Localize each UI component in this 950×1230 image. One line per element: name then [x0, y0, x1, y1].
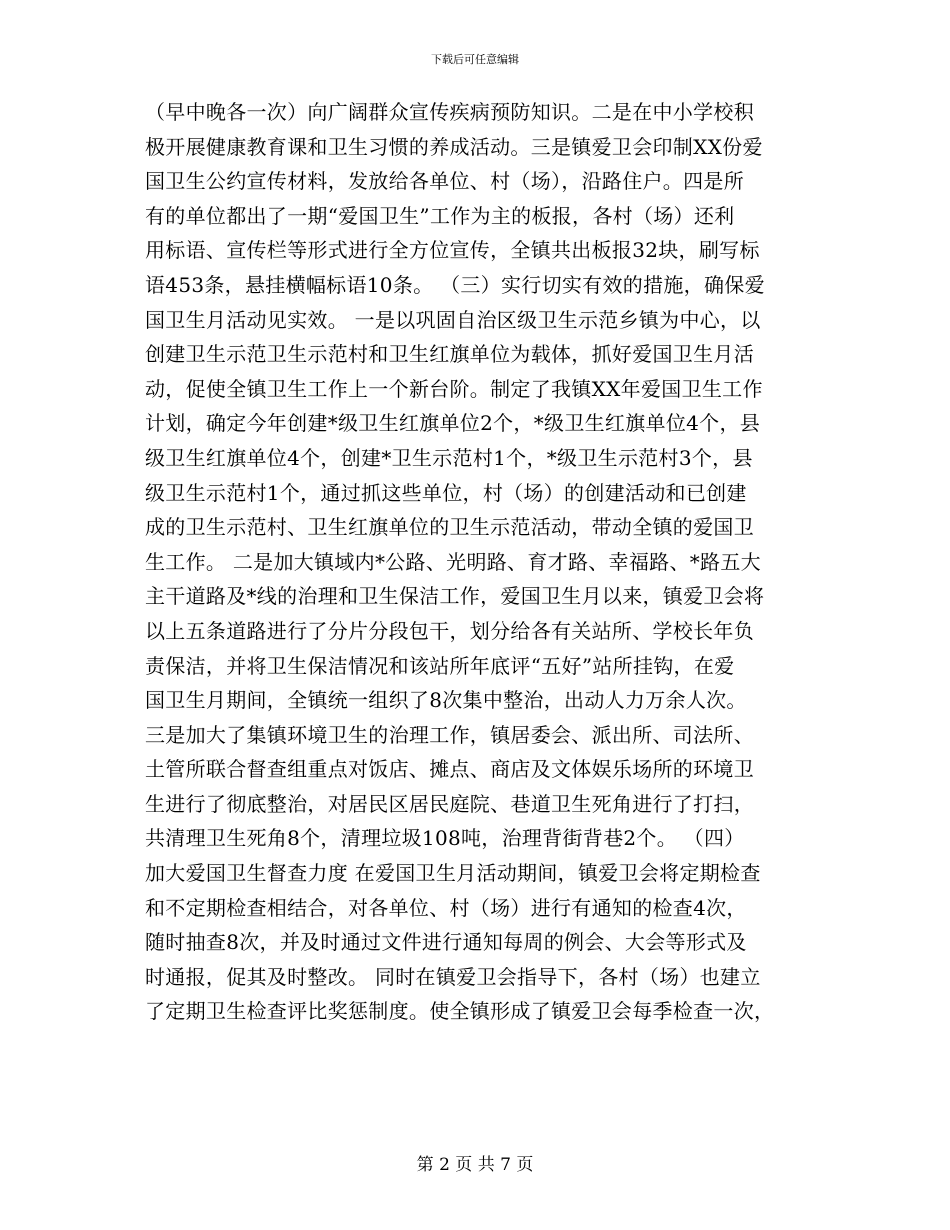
body-line: （早中晚各一次）向广阔群众宣传疾病预防知识。二是在中小学校积 — [145, 100, 754, 124]
body-line: 以上五条道路进行了分片分段包干，划分给各有关站所、学校长年负 — [145, 618, 754, 643]
body-line: 计划，确定今年创建*级卫生红旗单位2个，*级卫生红旗单位4个，县 — [145, 411, 761, 436]
body-line: 级卫生红旗单位4个，创建*卫生示范村1个，*级卫生示范村3个，县 — [145, 445, 753, 470]
body-line: 国卫生月活动见实效。 一是以巩固自治区级卫生示范乡镇为中心，以 — [145, 307, 761, 332]
body-line: 语453条，悬挂横幅标语10条。 （三）实行切实有效的措施，确保爱 — [145, 272, 765, 297]
body-line: 国卫生公约宣传材料，发放给各单位、村（场），沿路住户。四是所 — [145, 169, 744, 194]
body-line: 生工作。 二是加大镇域内*公路、光明路、育才路、幸福路、*路五大 — [145, 549, 761, 574]
body-line: 共清理卫生死角8个，清理垃圾108吨，治理背街背巷2个。 （四） — [145, 826, 745, 851]
body-line: 了定期卫生检查评比奖惩制度。使全镇形成了镇爱卫会每季检查一次， — [145, 999, 775, 1024]
body-line: 加大爱国卫生督查力度 在爱国卫生月活动期间，镇爱卫会将定期检查 — [145, 861, 761, 886]
body-line: 和不定期检查相结合，对各单位、村（场）进行有通知的检查4次， — [145, 895, 747, 920]
body-line: 主干道路及*线的治理和卫生保洁工作，爱国卫生月以来，镇爱卫会将 — [145, 584, 765, 609]
body-line: 生进行了彻底整治，对居民区居民庭院、巷道卫生死角进行了打扫， — [145, 791, 754, 816]
body-line: 极开展健康教育课和卫生习惯的养成活动。三是镇爱卫会印制XX份爱 — [145, 134, 763, 159]
body-line: 国卫生月期间，全镇统一组织了8次集中整治，出动人力万余人次。 — [145, 688, 747, 713]
body-line: 动，促使全镇卫生工作上一个新台阶。制定了我镇XX年爱国卫生工作 — [145, 376, 763, 401]
page-footer: 第 2 页 共 7 页 — [416, 1155, 534, 1175]
body-line: 级卫生示范村1个，通过抓这些单位，村（场）的创建活动和已创建 — [145, 480, 747, 505]
body-line: 创建卫生示范卫生示范村和卫生红旗单位为载体，抓好爱国卫生月活 — [145, 342, 754, 367]
body-line: 随时抽查8次，并及时通过文件进行通知每周的例会、大会等形式及 — [145, 930, 747, 955]
body-line: 时通报，促其及时整改。 同时在镇爱卫会指导下，各村（场）也建立 — [145, 964, 761, 989]
body-line: 土管所联合督查组重点对饭店、摊点、商店及文体娱乐场所的环境卫 — [145, 757, 754, 782]
body-line: 有的单位都出了一期“爱国卫生”工作为主的板报，各村（场）还利 — [145, 203, 735, 228]
body-line: 成的卫生示范村、卫生红旗单位的卫生示范活动，带动全镇的爱国卫 — [145, 515, 754, 540]
document-body — [145, 95, 812, 1029]
body-line: 用标语、宣传栏等形式进行全方位宣传，全镇共出板报32块，刷写标 — [145, 238, 760, 263]
body-line: 三是加大了集镇环境卫生的治理工作，镇居委会、派出所、司法所、 — [145, 722, 754, 747]
page-header: 下载后可任意编辑 — [431, 53, 519, 66]
body-line: 责保洁，并将卫生保洁情况和该站所年底评“五好”站所挂钩，在爱 — [145, 653, 735, 678]
